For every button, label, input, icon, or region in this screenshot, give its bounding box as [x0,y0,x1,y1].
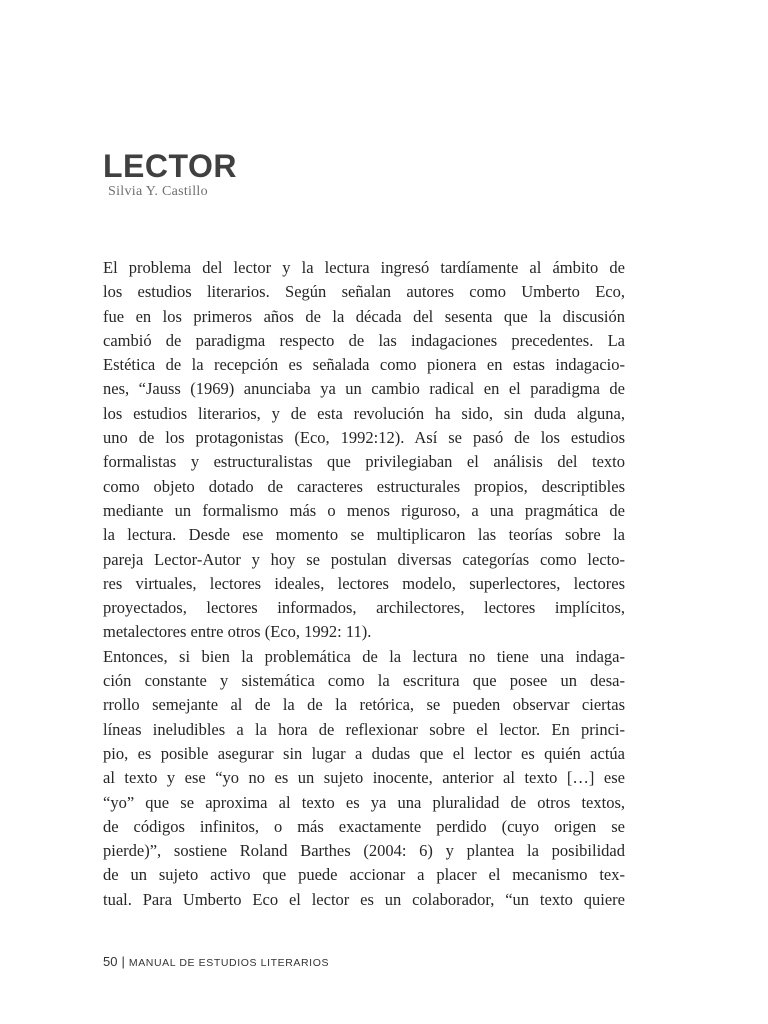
text-line: ción constante y sistemática como la escritura que posee un desa- [103,671,625,691]
text-line: cambió de paradigma respecto de las indagaciones precedentes. La [103,330,625,350]
author-name: Silvia Y. Castillo [108,184,208,199]
text-line: nes, “Jauss (1969) anunciaba ya un cambio radical en el paradigma de [103,379,625,399]
text-line: los estudios literarios, y de esta revolución ha sido, sin duda alguna, [103,403,625,423]
text-line: Estética de la recepción es señalada como pionera en estas indagacio- [103,355,625,375]
text-line: de un sujeto activo que puede accionar a placer el mecanismo tex- [103,865,625,885]
text-line: como objeto dotado de caracteres estructurales propios, descriptibles [103,476,625,496]
text-line: pareja Lector-Autor y hoy se postulan diversas categorías como lecto- [103,549,625,569]
text-line: “yo” que se aproxima al texto es ya una pluralidad de otros textos, [103,792,625,812]
text-line: formalistas y estructuralistas que privilegiaban el análisis del texto [103,452,625,472]
running-title: MANUAL DE ESTUDIOS LITERARIOS [128,957,330,969]
text-line: líneas ineludibles a la hora de reflexionar sobre el lector. En princi- [103,719,625,739]
text-line: de códigos infinitos, o más exactamente perdido (cuyo origen se [103,816,625,836]
text-line: metalectores entre otros (Eco, 1992: 11). [103,622,372,642]
text-line: mediante un formalismo más o menos riguroso, a una pragmática de [103,500,625,520]
text-line: Entonces, si bien la problemática de la lectura no tiene una indaga- [103,646,625,666]
footer-separator: | [121,954,125,969]
body-text [103,256,625,912]
text-line: El problema del lector y la lectura ingresó tardíamente al ámbito de [103,258,625,277]
text-line: al texto y ese “yo no es un sujeto inocente, anterior al texto […] ese [103,768,625,788]
page-number: 50 [103,954,118,969]
text-line: proyectados, lectores informados, archilectores, lectores implícitos, [103,598,625,618]
text-line: la lectura. Desde ese momento se multiplicaron las teorías sobre la [103,525,625,545]
chapter-title: LECTOR [103,148,237,184]
text-line: fue en los primeros años de la década del sesenta que la discusión [103,306,625,326]
text-line: los estudios literarios. Según señalan autores como Umberto Eco, [103,282,625,302]
page-footer [103,954,329,969]
text-line: uno de los protagonistas (Eco, 1992:12). Así se pasó de los estudios [103,428,625,448]
text-line: rrollo semejante al de la de la retórica, se pueden observar ciertas [103,695,625,715]
text-line: tual. Para Umberto Eco el lector es un colaborador, “un texto quiere [103,889,625,909]
text-line: pio, es posible asegurar sin lugar a dudas que el lector es quién actúa [103,743,625,763]
text-line: res virtuales, lectores ideales, lectores modelo, superlectores, lectores [103,573,625,593]
text-line: pierde)”, sostiene Roland Barthes (2004: 6) y plantea la posibilidad [103,841,625,861]
